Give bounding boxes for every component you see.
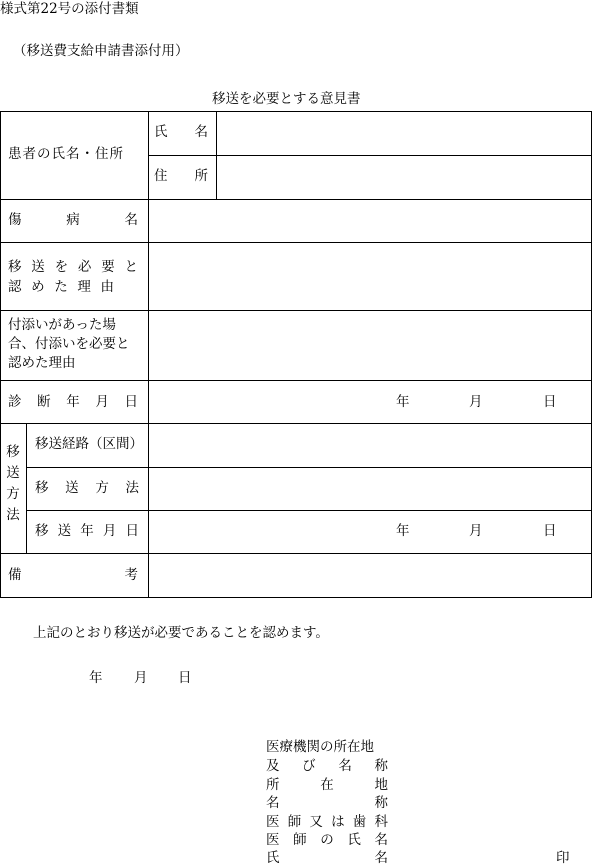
transport-date-field[interactable] [150,512,380,552]
seal-mark: 印 [556,850,570,866]
reason-field[interactable] [150,244,590,309]
patient-label: 患者の氏名・住所 [8,146,124,162]
reason-label-line2: 認 め た 理 由 [8,279,114,296]
signature-line5: 医 師 又 は 歯 科 [266,814,388,831]
transport-day-label: 日 [543,523,557,539]
diagnosis-date-field[interactable] [150,382,380,422]
transport-method-group-label: 移 送 方 法 [6,444,20,523]
cert-month-label: 月 [134,670,148,686]
route-label: 移送経路（区間） [35,436,143,452]
diagnosis-day-label: 日 [543,394,557,410]
reason-label-line1: 移 送 を 必 要 と [8,259,138,276]
signature-line7: 氏 名 [266,850,388,867]
diagnosis-year-label: 年 [396,394,410,410]
attendant-label: 付添いがあった場 合、付添いを必要と 認めた理由 [8,317,130,371]
patient-name-field[interactable] [218,113,590,154]
method-label: 移 送 方 法 [35,480,139,497]
form-title: 移送を必要とする意見書 [212,91,361,107]
certification-text: 上記のとおり移送が必要であることを認めます。 [33,625,329,641]
signature-line4: 名 称 [266,795,388,812]
attendant-field[interactable] [150,312,590,379]
diagnosis-date-label: 診 断 年 月 日 [8,394,138,411]
disease-field[interactable] [150,201,590,241]
signature-line1: 医療機関の所在地 [266,739,374,755]
patient-address-field[interactable] [218,157,590,198]
disease-label: 傷 病 名 [8,212,138,229]
cert-year-label: 年 [89,670,103,686]
address-label: 住 所 [154,168,208,185]
remarks-label: 備 考 [8,567,138,584]
diagnosis-month-label: 月 [469,394,483,410]
method-field[interactable] [150,469,590,509]
remarks-field[interactable] [150,555,590,596]
transport-date-label: 移 送 年 月 日 [35,523,139,540]
form-subtitle: （移送費支給申請書添付用） [13,43,189,59]
transport-month-label: 月 [469,523,483,539]
form-number: 様式第22号の添付書類 [0,1,139,17]
cert-day-label: 日 [178,670,192,686]
signature-line3: 所 在 地 [266,777,388,794]
name-label: 氏 名 [154,124,208,141]
signature-line6: 医 師 の 氏 名 [266,832,388,849]
signature-line2: 及 び 名 称 [266,758,388,775]
transport-year-label: 年 [396,523,410,539]
route-field[interactable] [150,425,590,466]
